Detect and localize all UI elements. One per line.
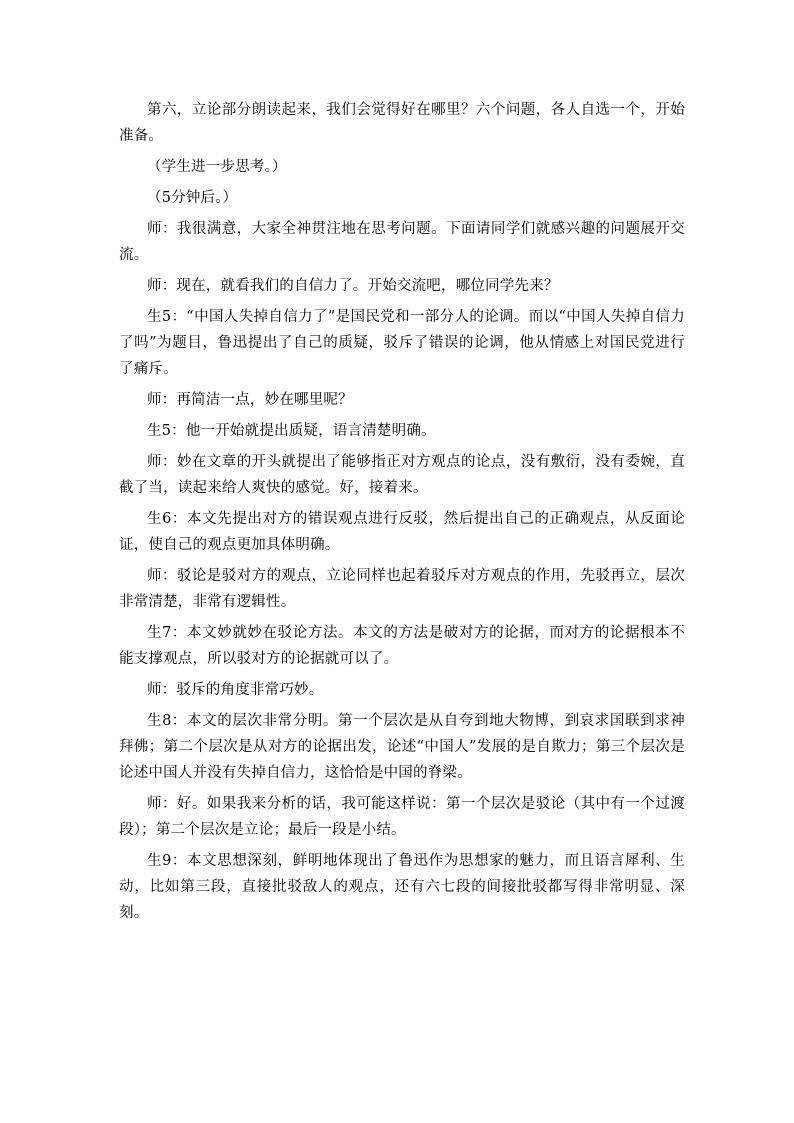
paragraph-teacher-satisfied: 师：我很满意，大家全神贯注地在思考问题。下面请同学们就感兴趣的问题展开交流。 — [119, 221, 685, 263]
lesson-transcript — [119, 97, 685, 931]
paragraph-teacher-analysis: 师：好。如果我来分析的话，我可能这样说：第一个层次是驳论（其中有一个过渡段）；第二个层次是立论；最后一段是小结。 — [119, 796, 685, 838]
paragraph-student-9-depth: 生9：本文思想深刻，鲜明地体现出了鲁迅作为思想家的魅力，而且语言犀利、生动，比如第三段，直接批驳敌人的观点，还有六七段的间接批驳都写得非常明显、深刻。 — [119, 853, 685, 921]
paragraph-teacher-opening: 师：妙在文章的开头就提出了能够指正对方观点的论点，没有敷衍，没有委婉，直截了当，读起来给人爽快的感觉。好，接着来。 — [119, 454, 685, 496]
paragraph-student-5-clear: 生5：他一开始就提出质疑，语言清楚明确。 — [147, 423, 436, 439]
paragraph-question-six: 第六，立论部分朗读起来，我们会觉得好在哪里？六个问题，各人自选一个，开始准备。 — [119, 102, 685, 144]
paragraph-teacher-more-concise: 师：再简洁一点，妙在哪里呢？ — [147, 392, 353, 408]
paragraph-teacher-angle: 师：驳斥的角度非常巧妙。 — [147, 682, 324, 698]
paragraph-student-5-title: 生5：“中国人失掉自信力了”是国民党和一部分人的论调。而以“中国人失掉自信力了吗”为题目，鲁迅提出了自己的质疑，驳斥了错误的论调，他从情感上对国民党进行了痛斥。 — [119, 309, 685, 377]
paragraph-five-minutes-later: （5分钟后。） — [147, 190, 238, 206]
paragraph-students-think: （学生进一步思考。） — [147, 159, 287, 175]
paragraph-teacher-logic: 师：驳论是驳对方的观点，立论同样也起着驳斥对方观点的作用，先驳再立，层次非常清楚，非常有逻辑性。 — [119, 568, 685, 610]
paragraph-student-6-refutation: 生6：本文先提出对方的错误观点进行反驳，然后提出自己的正确观点，从反面论证，使自己的观点更加具体明确。 — [119, 511, 685, 553]
paragraph-student-8-levels: 生8：本文的层次非常分明。第一个层次是从自夸到地大物博，到哀求国联到求神拜佛；第二个层次是从对方的论据出发，论述“中国人”发展的是自欺力；第三个层次是论述中国人并没有失掉自信力，这恰恰是中国的脊梁。 — [119, 713, 685, 781]
paragraph-teacher-start-discussion: 师：现在，就看我们的自信力了。开始交流吧，哪位同学先来？ — [147, 278, 559, 294]
paragraph-student-7-method: 生7：本文妙就妙在驳论方法。本文的方法是破对方的论据，而对方的论据根本不能支撑观点，所以驳对方的论据就可以了。 — [119, 625, 685, 667]
